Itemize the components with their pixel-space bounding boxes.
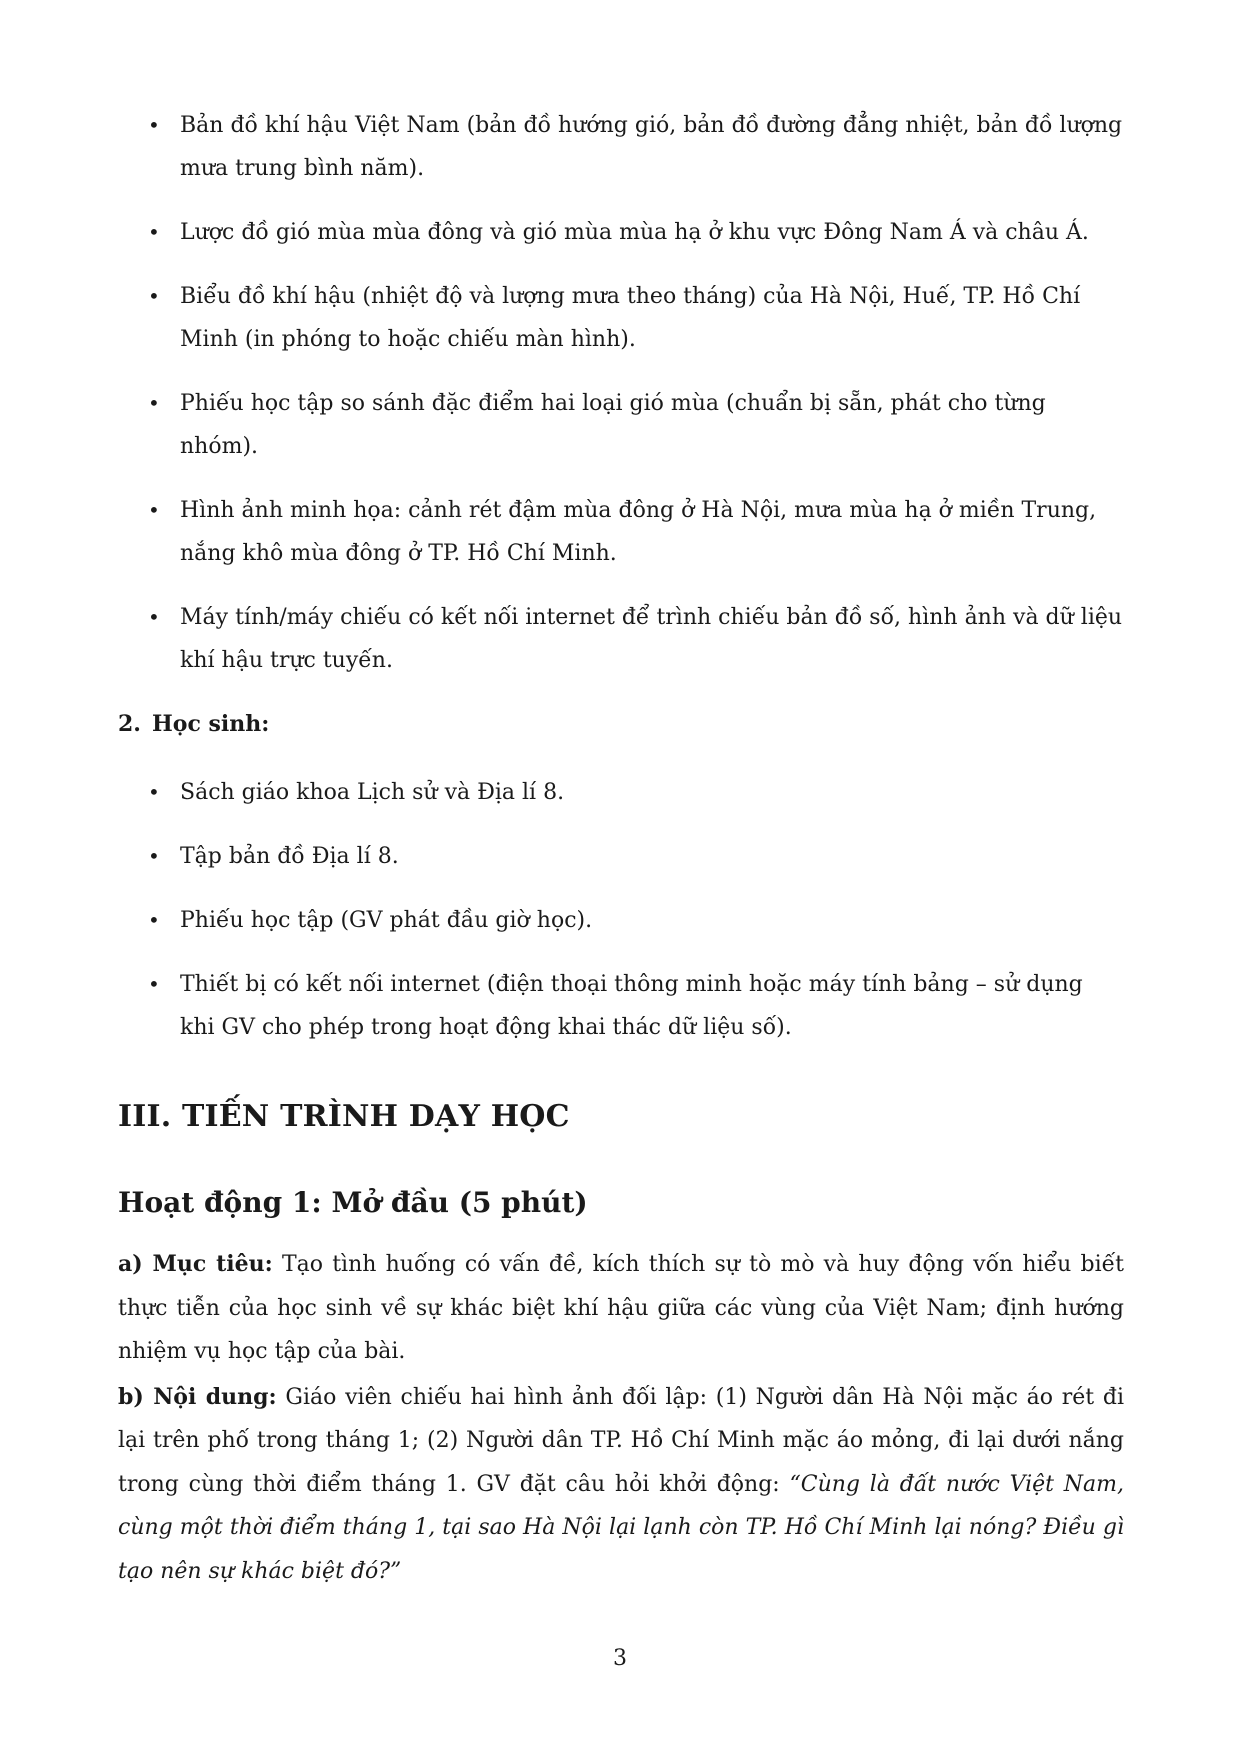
- list-item: • Phiếu học tập (GV phát đầu giờ học).: [118, 899, 1124, 942]
- list-item: • Máy tính/máy chiếu có kết nối internet để trình chiếu bản đồ số, hình ảnh và dữ liệu khí hậu trực tuyến.: [118, 596, 1124, 682]
- list-item: • Tập bản đồ Địa lí 8.: [118, 835, 1124, 878]
- content-paragraph: [118, 1376, 1124, 1594]
- teacher-materials-list: [118, 104, 1124, 682]
- list-item: • Hình ảnh minh họa: cảnh rét đậm mùa đông ở Hà Nội, mưa mùa hạ ở miền Trung, nắng khô mùa đông ở TP. Hồ Chí Minh.: [118, 489, 1124, 575]
- section-title: III. TIẾN TRÌNH DẠY HỌC: [118, 1099, 570, 1134]
- content-label: b) Nội dung:: [118, 1383, 277, 1410]
- warmup-question: “Cùng là đất nước Việt Nam, cùng một thời điểm tháng 1, tại sao Hà Nội lại lạnh còn TP. Hồ Chí Minh lại nóng? Điều gì tạo nên sự khác biệt đó?”: [118, 1471, 1125, 1584]
- objective-paragraph: [118, 1243, 1124, 1374]
- list-item: • Phiếu học tập so sánh đặc điểm hai loại gió mùa (chuẩn bị sẵn, phát cho từng nhóm).: [118, 382, 1124, 468]
- page-number: 3: [613, 1646, 627, 1671]
- objective-text: Tạo tình huống có vấn đề, kích thích sự tò mò và huy động vốn hiểu biết thực tiễn của học sinh về sự khác biệt khí hậu giữa các vùng của Việt Nam; định hướng nhiệm vụ học tập của bài.: [118, 1252, 1124, 1364]
- students-subheading: [118, 703, 1124, 746]
- subheading-number: 2.: [118, 711, 141, 737]
- list-item: • Sách giáo khoa Lịch sử và Địa lí 8.: [118, 771, 1124, 814]
- list-item: • Lược đồ gió mùa mùa đông và gió mùa mùa hạ ở khu vực Đông Nam Á và châu Á.: [118, 211, 1124, 254]
- subheading-text: Học sinh:: [152, 711, 270, 737]
- content-text: Giáo viên chiếu hai hình ảnh đối lập: (1) Người dân Hà Nội mặc áo rét đi lại trên phố trong tháng 1; (2) Người dân TP. Hồ Chí Minh mặc áo mỏng, đi lại dưới nắng trong cùng thời điểm tháng 1. GV đặt câu hỏi khởi động:: [118, 1384, 1124, 1497]
- activity-title: Hoạt động 1: Mở đầu (5 phút): [118, 1186, 588, 1219]
- objective-label: a) Mục tiêu:: [118, 1251, 273, 1277]
- student-materials-list: [118, 771, 1124, 1049]
- list-item: • Biểu đồ khí hậu (nhiệt độ và lượng mưa theo tháng) của Hà Nội, Huế, TP. Hồ Chí Minh (in phóng to hoặc chiếu màn hình).: [118, 275, 1124, 361]
- list-item: • Bản đồ khí hậu Việt Nam (bản đồ hướng gió, bản đồ đường đẳng nhiệt, bản đồ lượng mưa trung bình năm).: [118, 104, 1124, 190]
- page-content: [118, 104, 1124, 1593]
- list-item: • Thiết bị có kết nối internet (điện thoại thông minh hoặc máy tính bảng – sử dụng khi GV cho phép trong hoạt động khai thác dữ liệu số).: [118, 963, 1124, 1049]
